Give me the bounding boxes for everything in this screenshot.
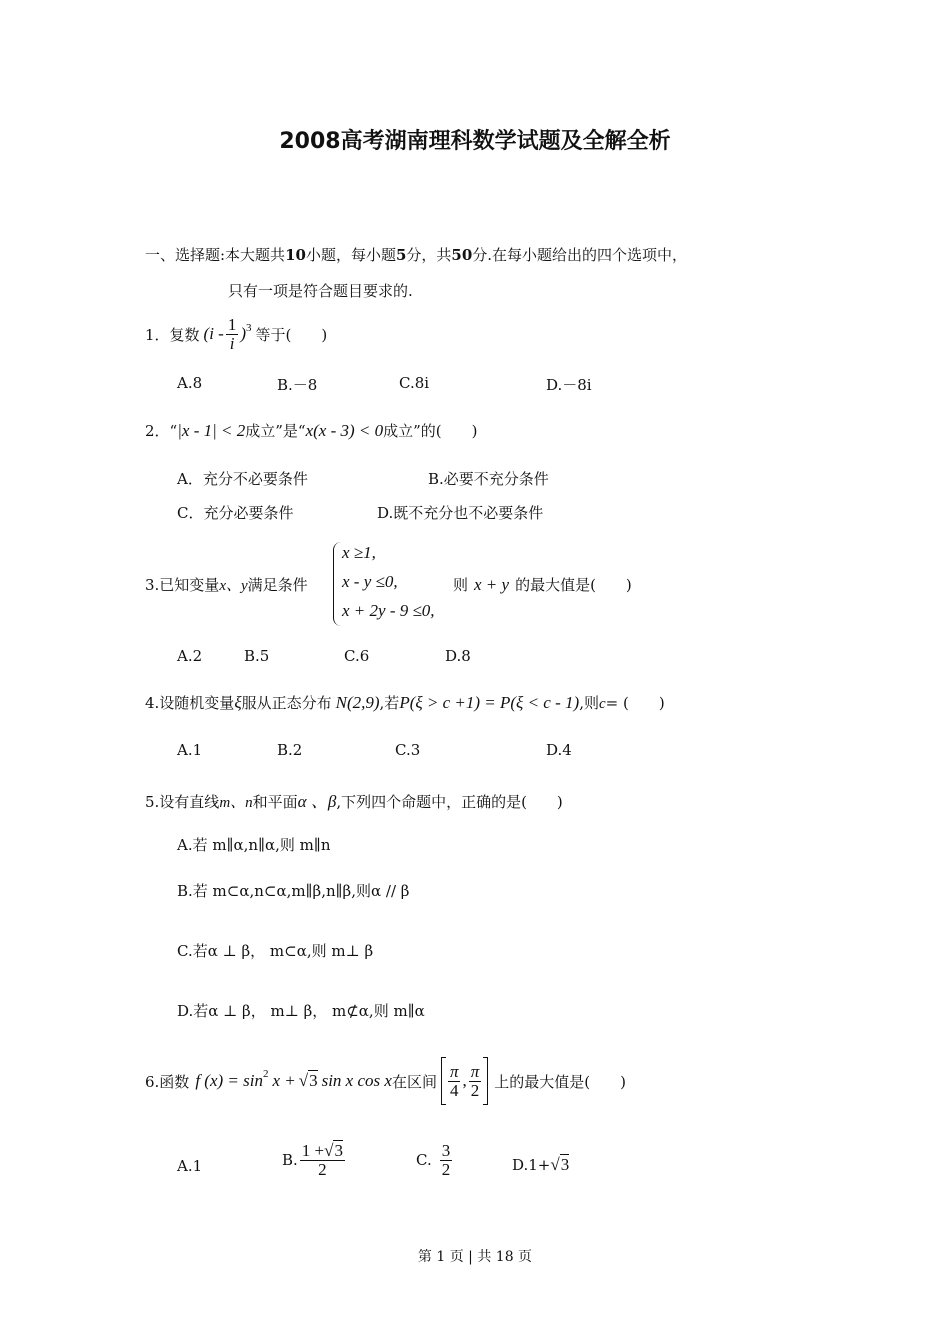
question-tail: = ( ) — [605, 694, 665, 712]
option-b: B.若 m⊂α,n⊂α,m∥β,n∥β,则α // β — [177, 882, 410, 900]
math-expression: ) — [240, 324, 247, 344]
option-label: D.1+ — [512, 1156, 551, 1174]
points-each: 5 — [395, 246, 407, 264]
option-a: A.2 — [177, 647, 203, 665]
option-c: C.3 — [395, 741, 421, 759]
math-symbol: m、n — [219, 795, 253, 811]
option-d: D.若α ⊥ β， m⊥ β， m⊄α,则 m∥α — [177, 1002, 425, 1020]
question-label: 2．“ — [145, 422, 178, 440]
option-label: C. — [416, 1151, 432, 1170]
math-expression: x + — [272, 1071, 296, 1090]
math-expression: f (x) = sin — [195, 1071, 263, 1090]
math-expression: P(ξ > c +1) = P(ξ < c - 1) — [399, 693, 580, 712]
math-symbol: c — [598, 696, 606, 712]
option-d: D.4 — [546, 741, 572, 759]
option-b: B.－8 — [277, 376, 318, 394]
question-text: 则 — [453, 576, 469, 594]
option-c: C.6 — [344, 647, 370, 665]
option-d: D.1+√3 — [512, 1155, 570, 1174]
fraction: $\frac{\pi}{2}$ — [470, 1061, 480, 1100]
option-label: B. — [282, 1151, 298, 1170]
option-c — [416, 1142, 454, 1179]
points-total: 50 — [451, 246, 473, 264]
question-6: 6.函数 f (x) = sin $^2$ x + √3 sin x cos x 在区间 $\frac{\pi}{4}$ , $\frac{\pi}{2}$ 上的最大值是( ) — [145, 1056, 626, 1106]
system-brace — [333, 542, 342, 626]
question-tail: 成立”的( ) — [383, 422, 478, 440]
section-text: 分，共 — [406, 246, 452, 264]
section-text: 分.在每小题给出的四个选项中， — [472, 246, 688, 264]
question-label: 6.函数 — [145, 1072, 190, 1091]
section-text: 一、选择题:本大题共 — [145, 246, 286, 264]
fraction: $\frac{\pi}{4}$ — [449, 1061, 459, 1100]
fraction: $\frac{1}{i}$ — [227, 315, 237, 353]
math-expression: sin x cos x — [321, 1071, 392, 1090]
option-d: D.8 — [445, 647, 471, 665]
math-symbol: ξ — [234, 693, 242, 712]
question-label: 4.设随机变量 — [145, 694, 235, 712]
option-c: C.若α ⊥ β， m⊂α,则 m⊥ β — [177, 942, 374, 960]
question-text: 成立”是“ — [245, 422, 306, 440]
question-3-tail — [453, 574, 632, 595]
page-footer: 第 1 页 | 共 18 页 — [417, 1249, 533, 1265]
condition-1: x ≥1, — [342, 543, 376, 562]
question-2 — [145, 420, 478, 441]
radicand: 3 — [560, 1155, 570, 1174]
option-b: B.5 — [244, 647, 270, 665]
variables: x、y — [219, 578, 248, 594]
option-b: B.必要不充分条件 — [428, 470, 549, 488]
radicand: 3 — [334, 1141, 343, 1160]
option-a: A.1 — [177, 1157, 203, 1175]
question-text: ,则 — [579, 694, 599, 712]
question-text: 服从正态分布 — [241, 694, 332, 712]
question-4 — [145, 692, 665, 713]
math-expression: |x - 1| < 2 — [177, 421, 246, 440]
question-text: 满足条件 — [247, 576, 308, 594]
question-tail: 的最大值是( ) — [515, 576, 632, 594]
option-a: A.8 — [177, 374, 203, 392]
option-a: A．充分不必要条件 — [177, 470, 308, 488]
condition-3: x + 2y - 9 ≤0, — [342, 601, 435, 620]
question-label: 3.已知变量 — [145, 576, 220, 594]
math-expression: N(2,9) — [335, 693, 380, 712]
option-b — [282, 1142, 347, 1179]
condition-2: x - y ≤0, — [342, 572, 398, 591]
question-tail: 等于( ) — [255, 325, 328, 344]
question-count: 10 — [285, 246, 306, 264]
question-label: 1．复数 — [145, 325, 200, 344]
option-d: D.－8i — [546, 376, 592, 394]
page-title: 2008高考湖南理科数学试题及全解全析 — [279, 129, 671, 154]
question-text: 和平面 — [252, 793, 298, 811]
question-5 — [145, 787, 563, 812]
exponent: 2 — [262, 1068, 269, 1080]
math-symbol: α 、β — [297, 792, 337, 811]
option-a: A.若 m∥α,n∥α,则 m∥n — [177, 836, 331, 854]
option-c: C．充分必要条件 — [177, 504, 294, 522]
fraction: $\frac{3}{2}$ — [441, 1141, 451, 1179]
radicand: 3 — [309, 1071, 318, 1090]
question-text: 在区间 — [391, 1072, 437, 1091]
question-1 — [145, 316, 327, 353]
option-a: A.1 — [177, 741, 203, 759]
section-instructions-line1 — [145, 244, 687, 265]
interval-left-bracket — [441, 1057, 446, 1105]
option-c: C.8i — [399, 374, 430, 392]
question-text: ,若 — [379, 694, 400, 712]
fraction: $\frac{1 +√3}{2}$ — [301, 1141, 343, 1179]
math-expression: x(x - 3) < 0 — [305, 421, 384, 440]
question-tail: ,下列四个命题中，正确的是( ) — [336, 793, 563, 811]
question-3-stem — [145, 574, 308, 595]
section-text: 小题，每小题 — [305, 246, 396, 264]
math-expression: (i - — [203, 324, 224, 344]
question-label: 5.设有直线 — [145, 793, 220, 811]
interval-right-bracket — [483, 1057, 488, 1105]
math-expression: x + y — [474, 575, 510, 594]
option-b: B.2 — [277, 741, 303, 759]
section-instructions-line2: 只有一项是符合题目要求的. — [228, 282, 413, 300]
option-d: D.既不充分也不必要条件 — [377, 504, 544, 522]
exponent: 3 — [246, 322, 252, 334]
question-tail: 上的最大值是( ) — [494, 1072, 626, 1091]
